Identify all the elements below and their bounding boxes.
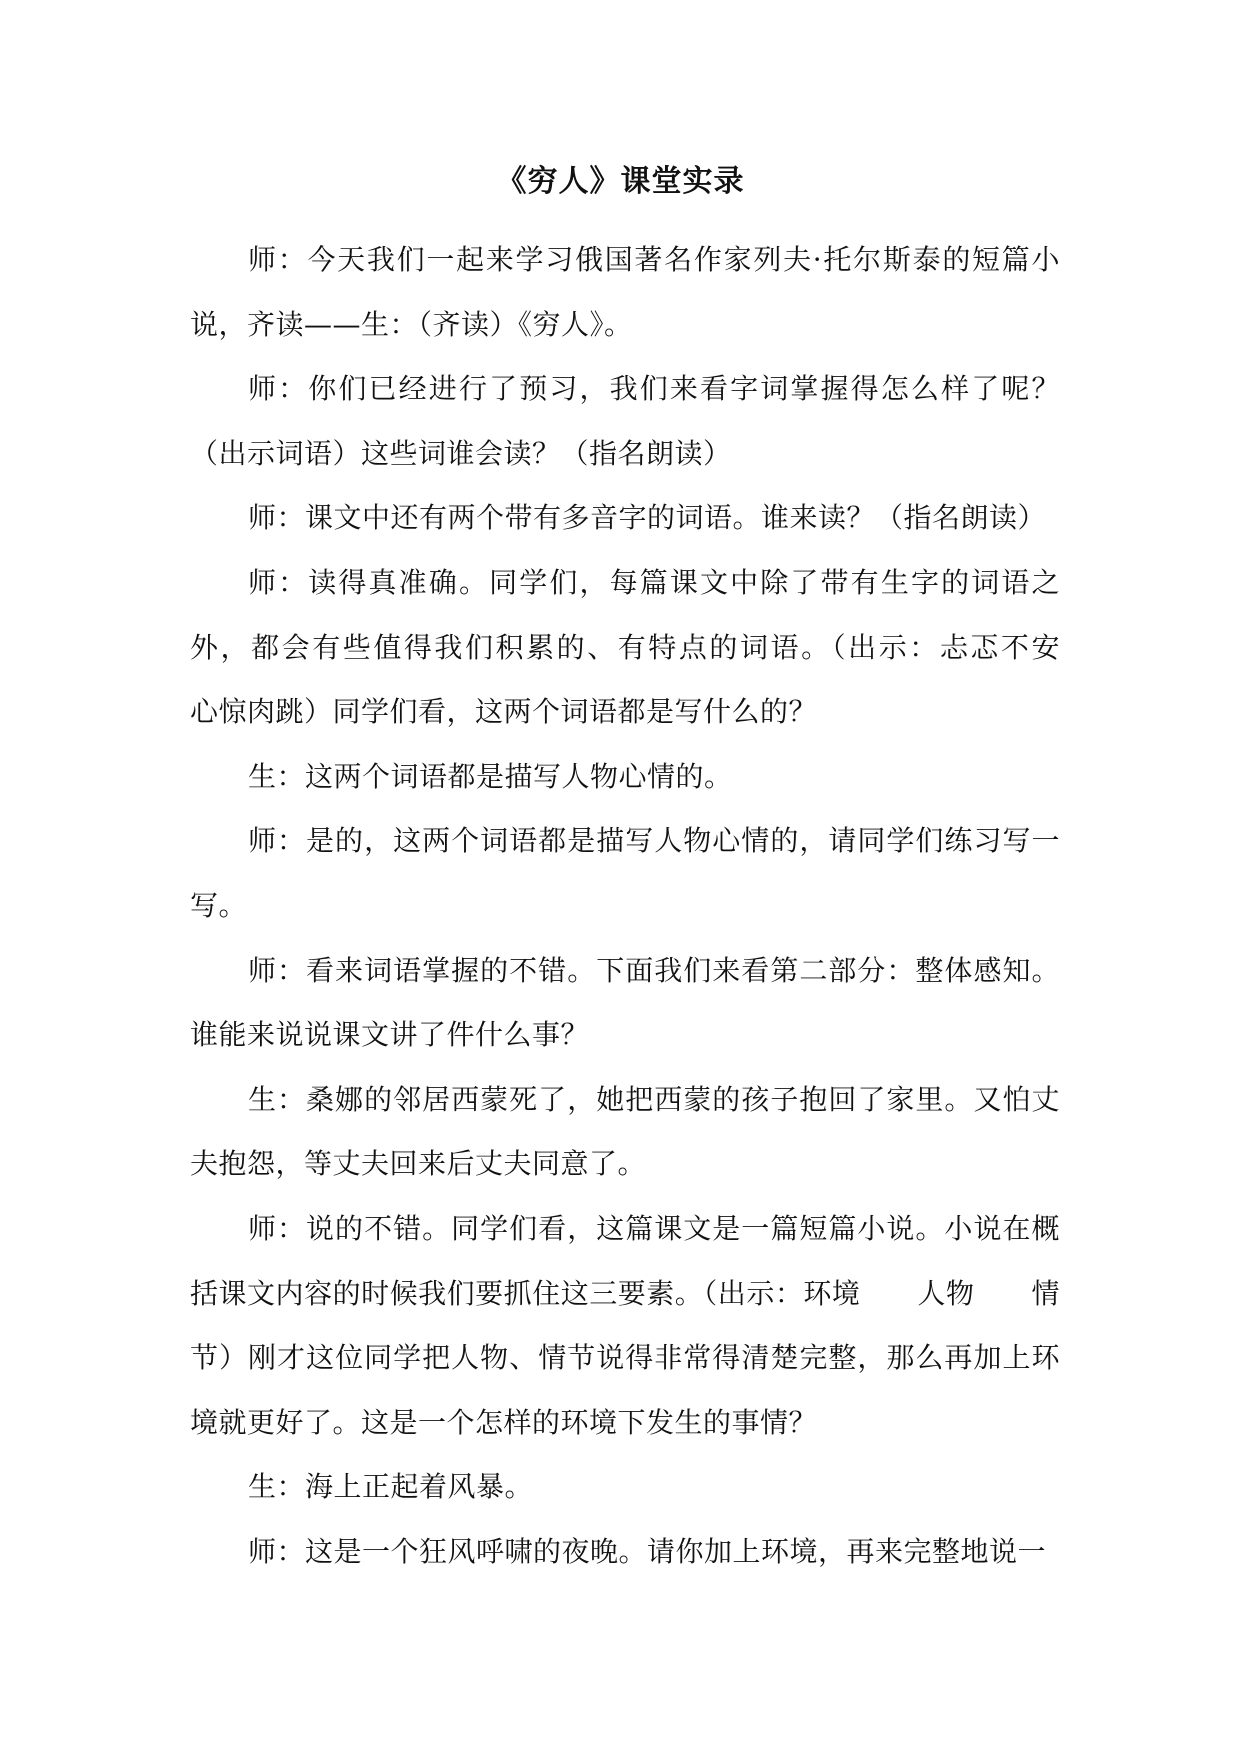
paragraph: 师：这是一个狂风呼啸的夜晚。请你加上环境，再来完整地说一	[248, 1534, 1047, 1568]
document-body	[190, 228, 1118, 1584]
paragraph: 生：这两个词语都是描写人物心情的。	[248, 759, 733, 793]
paragraph: 师：你们已经进行了预习，我们来看字词掌握得怎么样了呢？（出示词语）这些词谁会读？（指名朗读）	[190, 372, 1060, 470]
document-title: 《穷人》课堂实录	[496, 164, 745, 199]
paragraph: 师：今天我们一起来学习俄国著名作家列夫·托尔斯泰的短篇小说，齐读——生：（齐读）《穷人》。	[190, 243, 1060, 341]
paragraph: 师：是的，这两个词语都是描写人物心情的，请同学们练习写一写。	[190, 824, 1060, 922]
paragraph: 师：看来词语掌握的不错。下面我们来看第二部分：整体感知。谁能来说说课文讲了件什么事？	[190, 953, 1060, 1052]
paragraph: 生：桑娜的邻居西蒙死了，她把西蒙的孩子抱回了家里。又怕丈夫抱怨，等丈夫回来后丈夫同意了。	[190, 1082, 1060, 1181]
paragraph: 师：读得真准确。同学们，每篇课文中除了带有生字的词语之外，都会有些值得我们积累的、有特点的词语。（出示：忐忑不安 心惊肉跳）同学们看，这两个词语都是写什么的？	[190, 565, 1118, 729]
paragraph: 生：海上正起着风暴。	[248, 1470, 534, 1504]
paragraph: 师：说的不错。同学们看，这篇课文是一篇短篇小说。小说在概括课文内容的时候我们要抓住这三要素。（出示：环境 人物 情节）刚才这位同学把人物、情节说得非常得清楚完整，那么再加上环境就更好了。这是一个怎样的环境下发生的事情？	[190, 1211, 1060, 1439]
paragraph: 师：课文中还有两个带有多音字的词语。谁来读？（指名朗读）	[248, 501, 1047, 535]
